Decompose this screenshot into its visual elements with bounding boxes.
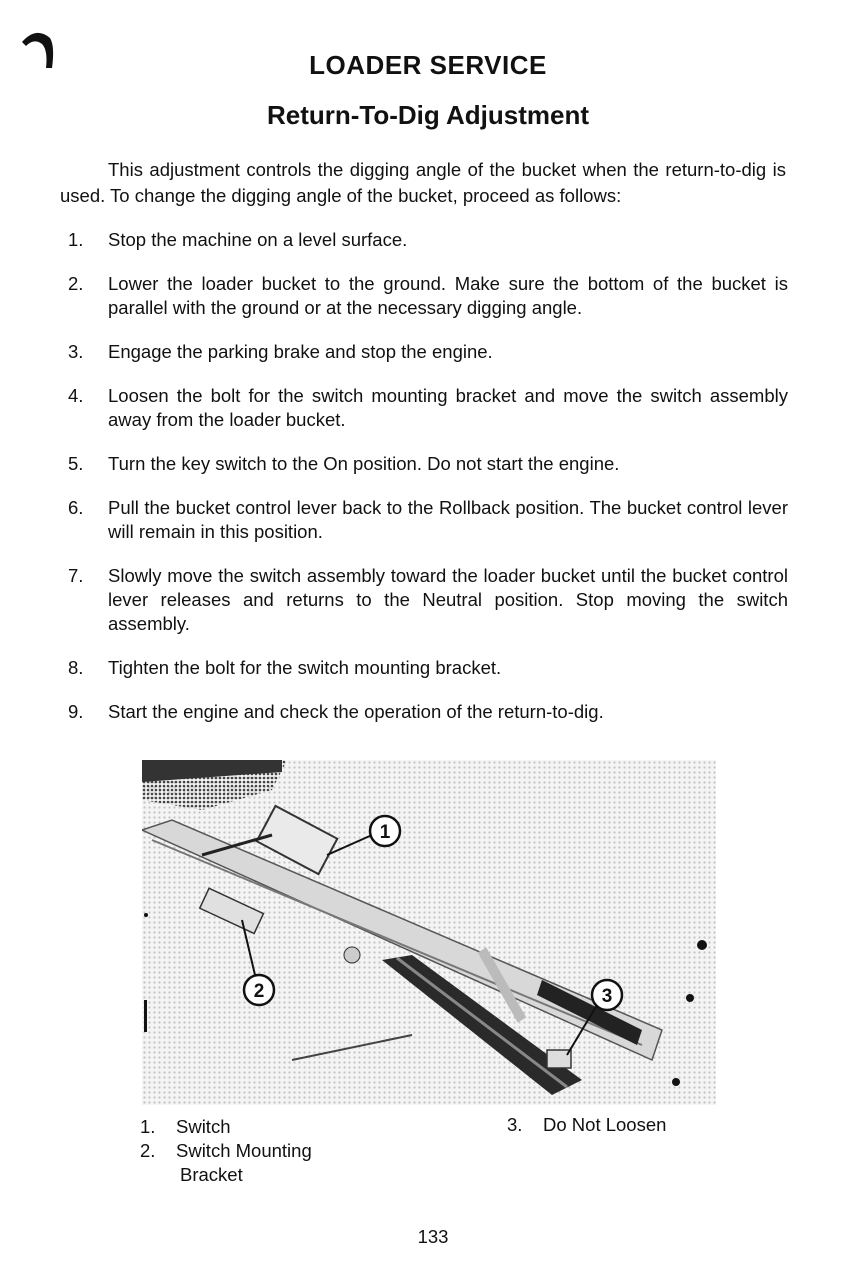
step-item	[68, 452, 788, 476]
section-subtitle: Return-To-Dig Adjustment	[266, 100, 590, 130]
page-title: LOADER SERVICE	[309, 50, 547, 80]
step-number: 4.	[68, 385, 84, 406]
loader-switch-photo	[142, 760, 716, 1105]
step-number: 2.	[68, 273, 84, 294]
step-number: 7.	[68, 565, 84, 586]
step-number: 3.	[68, 341, 84, 362]
callout-1-label: 1	[379, 822, 391, 843]
step-text: Pull the bucket control lever back to the Rollback position. The bucket control lever will remain in this position.	[108, 497, 788, 542]
step-item	[68, 340, 788, 364]
callout-3	[592, 980, 622, 1010]
page-number: 133	[417, 1226, 449, 1247]
step-text: Stop the machine on a level surface.	[108, 229, 408, 250]
step-item	[68, 496, 788, 544]
step-item	[68, 228, 788, 252]
step-number: 6.	[68, 497, 84, 518]
legend-number: 3.	[507, 1114, 523, 1135]
legend-label: Do Not Loosen	[543, 1114, 667, 1135]
legend-item	[507, 1113, 666, 1137]
procedure-steps	[68, 228, 788, 744]
step-number: 1.	[68, 229, 84, 250]
callout-2	[244, 975, 274, 1005]
step-number: 5.	[68, 453, 84, 474]
intro-paragraph: This adjustment controls the digging angle of the bucket when the return-to-dig is used. To change the digging angle of the bucket, proceed as follows:	[60, 159, 786, 206]
step-number: 8.	[68, 657, 84, 678]
legend-label: Switch Mounting	[176, 1140, 312, 1161]
step-text: Slowly move the switch assembly toward the loader bucket until the bucket control lever releases and returns to the Neutral position. Stop moving the switch assembly.	[108, 565, 788, 634]
step-item	[68, 564, 788, 636]
step-item	[68, 700, 788, 724]
step-item	[68, 272, 788, 320]
legend-number: 2.	[140, 1140, 156, 1161]
legend-number: 1.	[140, 1116, 156, 1137]
legend-item	[140, 1139, 312, 1187]
step-text: Turn the key switch to the On position. Do not start the engine.	[108, 453, 620, 474]
step-item	[68, 384, 788, 432]
step-text: Lower the loader bucket to the ground. Make sure the bottom of the bucket is parallel with the ground or at the necessary digging angle.	[108, 273, 788, 318]
callout-2-label: 2	[253, 981, 265, 1002]
legend-label: Switch	[176, 1116, 231, 1137]
step-item	[68, 656, 788, 680]
callout-3-label: 3	[601, 986, 613, 1007]
legend-label-continued: Bracket	[180, 1164, 243, 1185]
callout-1	[370, 816, 400, 846]
legend-item	[140, 1115, 231, 1139]
step-text: Tighten the bolt for the switch mounting bracket.	[108, 657, 502, 678]
step-text: Start the engine and check the operation of the return-to-dig.	[108, 701, 604, 722]
step-text: Engage the parking brake and stop the engine.	[108, 341, 493, 362]
step-number: 9.	[68, 701, 84, 722]
step-text: Loosen the bolt for the switch mounting bracket and move the switch assembly away from the loader bucket.	[108, 385, 788, 430]
